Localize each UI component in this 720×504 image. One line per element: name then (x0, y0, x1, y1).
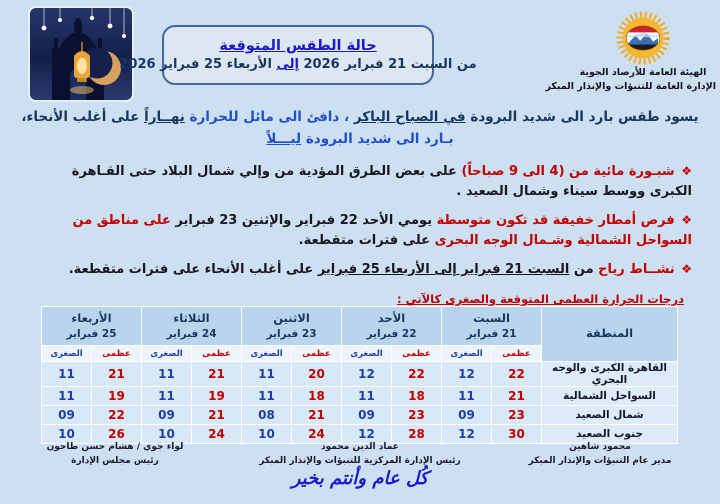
day-name: الأحد (377, 311, 406, 326)
date-range (119, 57, 476, 72)
intro-seg: يسود طقس بارد الى شديد البرودة (470, 109, 699, 125)
temp-min-cell: 11 (442, 387, 492, 406)
temp-min-cell: 11 (242, 362, 292, 387)
max-label: عظمى (192, 346, 242, 362)
temp-max-cell: 22 (392, 362, 442, 387)
temp-min-cell: 11 (142, 387, 192, 406)
day-header-monday (242, 307, 342, 346)
bullet-wind (30, 260, 692, 280)
bullet-seg: من (573, 262, 594, 277)
temp-max-cell: 19 (192, 387, 242, 406)
temp-max-cell: 26 (92, 425, 142, 444)
intro-line-1 (20, 106, 700, 128)
temp-max-cell: 18 (292, 387, 342, 406)
temp-max-cell: 21 (492, 387, 542, 406)
temp-max-cell: 24 (192, 425, 242, 444)
max-label: عظمى (292, 346, 342, 362)
temp-min-cell: 11 (42, 387, 92, 406)
temp-min-cell: 10 (242, 425, 292, 444)
temp-min-cell: 11 (242, 387, 292, 406)
day-date: 22 فبراير (366, 327, 417, 340)
bullet-seg: نشــاط رياح (598, 262, 675, 277)
signature-title: رئيس الإدارة المركزية للتنبؤات والإنذار المبكر (259, 456, 461, 467)
day-name: الأربعاء (71, 311, 112, 326)
ramadan-decoration-image (30, 8, 132, 100)
region-name: القاهرة الكبرى والوجه البحري (542, 362, 678, 387)
min-label: الصغرى (342, 346, 392, 362)
day-name: الاثنين (273, 311, 310, 326)
date-range-to: الأربعاء 25 فبراير 2026 (119, 57, 272, 72)
page-title: حالة الطقس المتوقعة (219, 38, 377, 54)
temp-max-cell: 30 (492, 425, 542, 444)
temp-min-cell: 09 (342, 406, 392, 425)
bullet-seg: شبـورة مائية من (4 الى 9 صباحاً) (461, 164, 675, 179)
signature-central-admin-head (250, 440, 470, 469)
temp-max-cell: 19 (92, 387, 142, 406)
bullet-seg: على أغلب الأنحاء على فترات متقطعة. (68, 262, 314, 277)
signature-name: لواء جوي / هشام حسن طاحون (46, 442, 184, 452)
max-label: عظمى (392, 346, 442, 362)
day-date: 25 فبراير (66, 327, 117, 340)
temp-max-cell: 21 (292, 406, 342, 425)
greeting-text: كُل عام وأنتم بخير (291, 468, 429, 489)
temp-max-cell: 18 (392, 387, 442, 406)
signature-name: محمود شاهين (569, 442, 631, 452)
diamond-bullet-icon: ❖ (681, 213, 692, 227)
day-header-wednesday (42, 307, 142, 346)
temp-min-cell: 11 (342, 387, 392, 406)
temp-max-cell: 24 (292, 425, 342, 444)
region-column-header: المنطقة (542, 307, 678, 362)
temp-max-cell: 22 (492, 362, 542, 387)
forecast-bullets (30, 162, 692, 290)
intro-seg: على أغلب الأنحاء، (21, 109, 140, 125)
temp-min-cell: 09 (42, 406, 92, 425)
region-name: شمال الصعيد (542, 406, 678, 425)
table-row-cairo-delta (42, 362, 678, 387)
table-row-north-coasts (42, 387, 678, 406)
min-label: الصغرى (242, 346, 292, 362)
temp-min-cell: 12 (342, 362, 392, 387)
temp-max-cell: 28 (392, 425, 442, 444)
signature-title: مدير عام التنبؤات والإنذار المبكر (528, 456, 672, 467)
diamond-bullet-icon: ❖ (681, 164, 692, 178)
min-label: الصغرى (142, 346, 192, 362)
temp-max-cell: 23 (492, 406, 542, 425)
bullet-seg: على مناطق من السواحل الشمالية وشـمال الوجه البحرى (72, 213, 692, 248)
region-name: السواحل الشمالية (542, 387, 678, 406)
min-label: الصغرى (442, 346, 492, 362)
date-range-to-word: إلى (276, 57, 299, 72)
table-caption: درجات الحرارة العظمى المتوقعة والصغرى كالآتي : (397, 292, 684, 306)
intro-seg: في الصباح الباكر (353, 109, 466, 125)
bullet-seg: السبت 21 فبراير إلى الأربعاء 25 فبراير (317, 262, 570, 277)
table-day-header-row (42, 307, 678, 346)
intro-seg: ليـــلاً (266, 131, 302, 148)
bullet-fog (30, 162, 692, 201)
day-header-saturday (442, 307, 542, 346)
region-name: جنوب الصعيد (542, 425, 678, 444)
max-label: عظمى (92, 346, 142, 362)
date-range-from: من السبت 21 فبراير 2026 (303, 57, 477, 72)
intro-line-2 (20, 128, 700, 150)
intro-seg: ، دافئ الى مائل للحرارة (189, 109, 350, 125)
intro-seg: نهــاراً (144, 109, 185, 125)
signature-name: عماد الدين محمود (321, 442, 399, 452)
authority-block (545, 10, 716, 94)
bullet-rain (30, 211, 692, 250)
day-header-tuesday (142, 307, 242, 346)
temp-min-cell: 09 (142, 406, 192, 425)
day-date: 23 فبراير (266, 327, 317, 340)
day-name: السبت (473, 311, 510, 326)
signature-title: رئيس مجلس الإدارة (71, 456, 159, 467)
temp-max-cell: 23 (392, 406, 442, 425)
table-caption-wrap (397, 288, 684, 307)
temp-max-cell: 22 (92, 406, 142, 425)
temp-max-cell: 21 (192, 362, 242, 387)
temp-min-cell: 11 (142, 362, 192, 387)
meteorological-authority-sun-emblem-icon (615, 10, 671, 66)
temp-min-cell: 11 (42, 362, 92, 387)
signature-forecast-director (500, 440, 700, 469)
temp-min-cell: 09 (442, 406, 492, 425)
table-row-north-upper-egypt (42, 406, 678, 425)
bullet-seg: على بعض الطرق المؤدية من وإلي شمال البلاد حتى القـاهرة الكبرى ووسط سيناء وشمال الصعيد . (71, 164, 692, 199)
authority-name: الهيئة العامة للأرصاد الجوية (579, 67, 707, 78)
max-label: عظمى (492, 346, 542, 362)
bullet-seg: فرص أمطار خفيفة قد تكون متوسطة (436, 213, 675, 228)
temp-max-cell: 21 (192, 406, 242, 425)
diamond-bullet-icon: ❖ (681, 262, 692, 276)
temp-min-cell: 10 (142, 425, 192, 444)
day-date: 21 فبراير (466, 327, 517, 340)
temp-min-cell: 10 (42, 425, 92, 444)
temp-max-cell: 21 (92, 362, 142, 387)
day-date: 24 فبراير (166, 327, 217, 340)
min-label: الصغرى (42, 346, 92, 362)
day-name: الثلاثاء (173, 311, 210, 326)
signature-board-chairman (20, 440, 210, 469)
temperature-table (41, 306, 678, 444)
intro-paragraph (20, 106, 700, 151)
temp-min-cell: 12 (442, 362, 492, 387)
bullet-seg: يومي الأحد 22 فبراير والإثنين 23 فبراير (175, 213, 433, 228)
authority-department: الإدارة العامة للتنبؤات والإنذار المبكر (545, 80, 716, 92)
intro-seg: بـارد الى شديد البرودة (305, 131, 454, 148)
temp-min-cell: 12 (442, 425, 492, 444)
temp-max-cell: 20 (292, 362, 342, 387)
temp-min-cell: 08 (242, 406, 292, 425)
temp-min-cell: 12 (342, 425, 392, 444)
day-header-sunday (342, 307, 442, 346)
bullet-seg: على فترات متقطعة. (298, 232, 431, 248)
title-box (119, 25, 477, 85)
ramadan-mosque-crescent-lantern-icon (30, 8, 132, 100)
